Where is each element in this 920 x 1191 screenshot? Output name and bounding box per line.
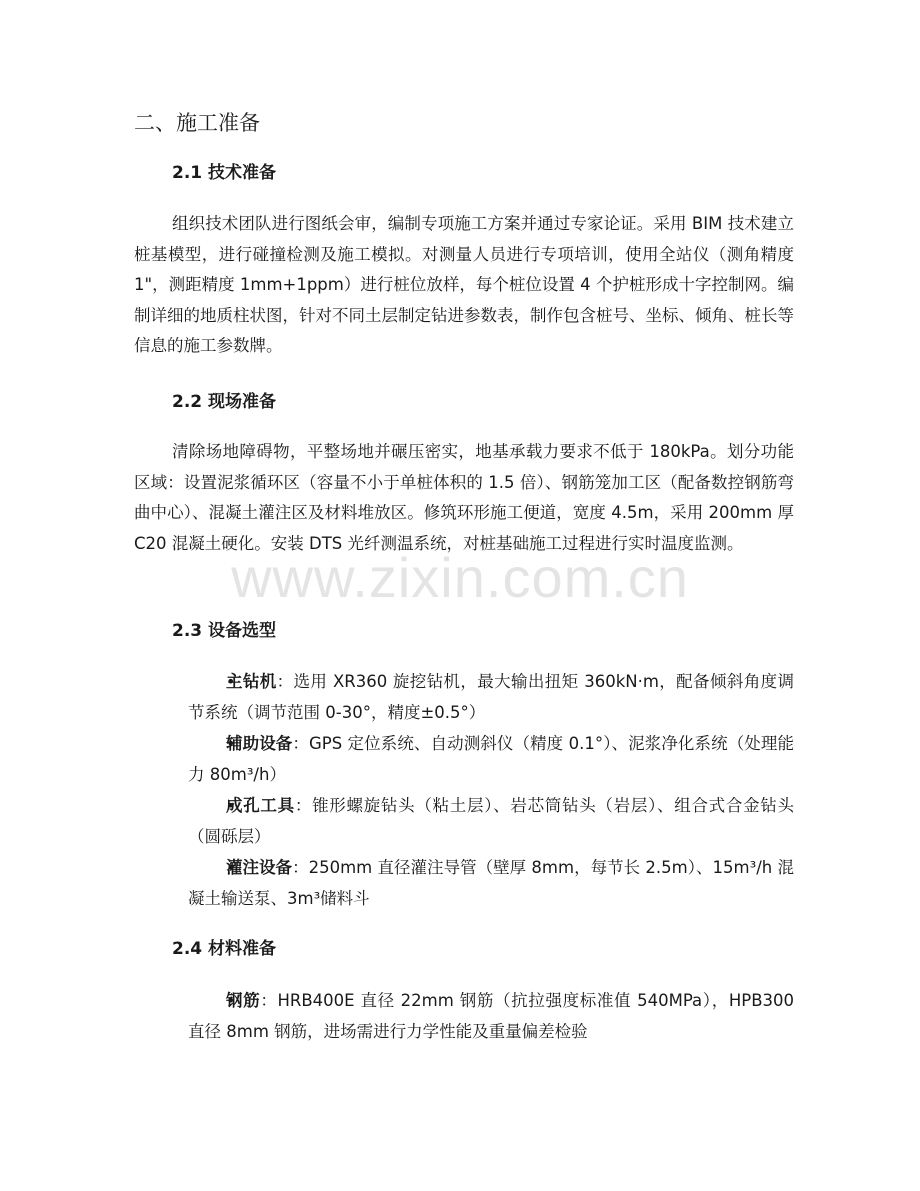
list-item-label: 灌注设备 (226, 858, 293, 877)
list-item-boring-tools (188, 791, 794, 852)
heading-equipment-selection: 2.3 设备选型 (172, 621, 277, 641)
list-item-text: ：GPS 定位系统、自动测斜仪（精度 0.1°）、泥浆净化系统（处理能力 80m³/h） (188, 734, 794, 784)
list-item-label: 成孔工具 (226, 796, 295, 815)
watermark: www.zixin.com.cn (231, 546, 689, 609)
list-item-pouring-equipment (188, 853, 794, 914)
section-title: 二、施工准备 (134, 111, 260, 135)
list-item-text: ：250mm 直径灌注导管（壁厚 8mm，每节长 2.5m）、15m³/h 混凝土输送泵、3m³储料斗 (188, 858, 795, 908)
list-item-text: ：锥形螺旋钻头（粘土层）、岩芯筒钻头（岩层）、组合式合金钻头（圆砾层） (188, 796, 795, 846)
heading-technical-prep: 2.1 技术准备 (172, 163, 277, 183)
list-item-rebar (188, 986, 794, 1047)
list-item-main-drill (188, 667, 794, 728)
list-item-label: 主钻机 (226, 672, 277, 691)
list-item-label: 钢筋 (226, 991, 261, 1010)
heading-site-prep: 2.2 现场准备 (172, 392, 277, 412)
list-item-text: ：HRB400E 直径 22mm 钢筋（抗拉强度标准值 540MPa），HPB300 直径 8mm 钢筋，进场需进行力学性能及重量偏差检验 (188, 991, 795, 1041)
paragraph-site-prep: 清除场地障碍物，平整场地并碾压密实，地基承载力要求不低于 180kPa。划分功能区域：设置泥浆循环区（容量不小于单桩体积的 1.5 倍）、钢筋笼加工区（配备数控钢筋弯曲中心）、混凝土灌注区及材料堆放区。修筑环形施工便道，宽度 4.5m，采用 200mm 厚 C20 混凝土硬化。安装 DTS 光纤测温系统，对桩基础施工过程进行实时温度监测。 (134, 442, 794, 553)
paragraph-technical-prep: 组织技术团队进行图纸会审，编制专项施工方案并通过专家论证。采用 BIM 技术建立桩基模型，进行碰撞检测及施工模拟。对测量人员进行专项培训，使用全站仪（测角精度 1"，测距精度 1mm+1ppm）进行桩位放样，每个桩位设置 4 个护桩形成十字控制网。编制详细的地质柱状图，针对不同土层制定钻进参数表，制作包含桩号、坐标、倾角、桩长等信息的施工参数牌。 (134, 214, 794, 355)
heading-material-prep: 2.4 材料准备 (172, 939, 277, 959)
list-item-label: 辅助设备 (226, 734, 293, 753)
list-item-auxiliary-equipment (188, 729, 794, 790)
list-item-text: ：选用 XR360 旋挖钻机，最大输出扭矩 360kN·m，配备倾斜角度调节系统（调节范围 0-30°，精度±0.5°） (188, 672, 794, 722)
